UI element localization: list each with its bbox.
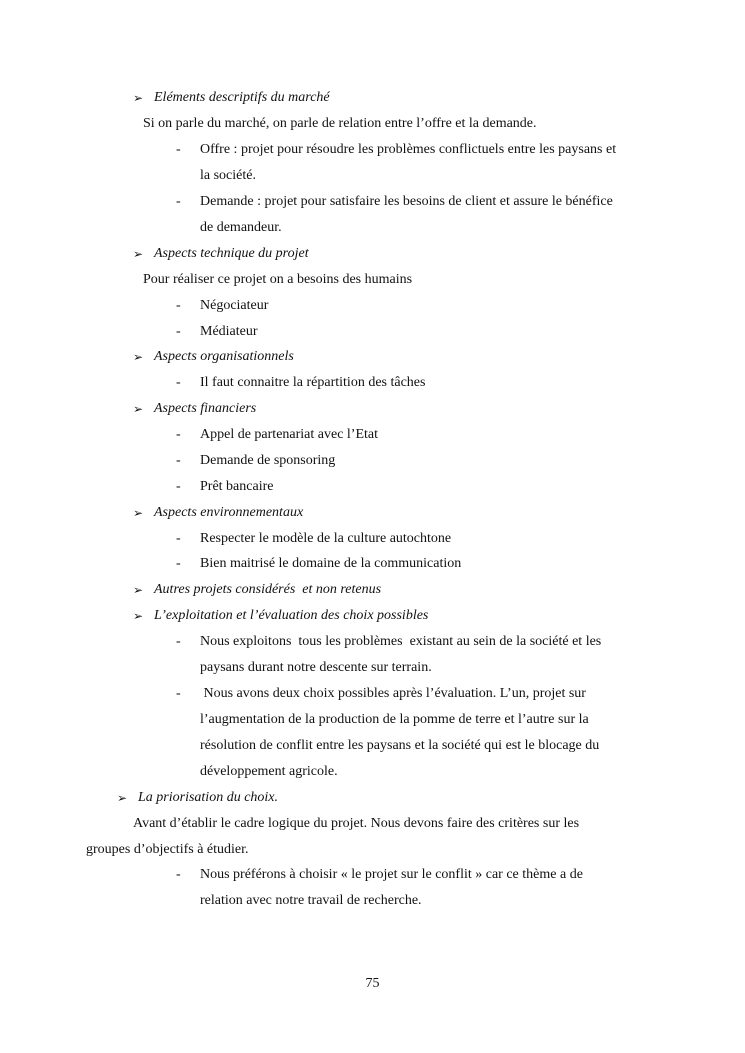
- paragraph: Avant d’établir le cadre logique du projet. Nous devons faire des critères sur les: [133, 816, 580, 831]
- section-heading: Aspects technique du projet: [154, 246, 309, 261]
- list-item: Il faut connaitre la répartition des tâches: [200, 375, 426, 390]
- list-dash: -: [176, 324, 181, 339]
- list-dash: -: [176, 479, 181, 494]
- list-item: Négociateur: [200, 298, 269, 313]
- list-item: Demande de sponsoring: [200, 453, 336, 468]
- list-dash: -: [176, 298, 181, 313]
- list-item-continuation: résolution de conflit entre les paysans et la société qui est le blocage du: [200, 738, 600, 753]
- list-item: Prêt bancaire: [200, 479, 274, 494]
- bullet-arrow-icon: ➢: [133, 506, 144, 520]
- section-heading: Aspects organisationnels: [154, 349, 294, 364]
- bullet-arrow-icon: ➢: [117, 791, 128, 805]
- list-item: Offre : projet pour résoudre les problèmes conflictuels entre les paysans et: [200, 142, 617, 157]
- list-item: Appel de partenariat avec l’Etat: [200, 427, 379, 442]
- bullet-arrow-icon: ➢: [133, 350, 144, 364]
- section-heading: Aspects environnementaux: [154, 505, 304, 520]
- list-item: Nous exploitons tous les problèmes existant au sein de la société et les: [200, 634, 602, 649]
- list-dash: -: [176, 556, 181, 571]
- list-item-continuation: développement agricole.: [200, 764, 338, 779]
- list-dash: -: [176, 453, 181, 468]
- section-intro: Pour réaliser ce projet on a besoins des humains: [143, 272, 413, 287]
- list-dash: -: [176, 427, 181, 442]
- section-heading: Aspects financiers: [154, 401, 257, 416]
- section-heading: Eléments descriptifs du marché: [154, 90, 330, 105]
- section-heading: La priorisation du choix.: [138, 790, 279, 805]
- list-item: Médiateur: [200, 324, 258, 339]
- list-item: Bien maitrisé le domaine de la communication: [200, 556, 462, 571]
- list-item-continuation: l’augmentation de la production de la pomme de terre et l’autre sur la: [200, 712, 589, 727]
- section-heading: Autres projets considérés et non retenus: [154, 582, 382, 597]
- list-dash: -: [176, 531, 181, 546]
- list-item-continuation: de demandeur.: [200, 220, 282, 235]
- bullet-arrow-icon: ➢: [133, 583, 144, 597]
- list-dash: -: [176, 634, 181, 649]
- list-item: Nous avons deux choix possibles après l’évaluation. L’un, projet sur: [200, 686, 586, 701]
- list-dash: -: [176, 194, 181, 209]
- list-dash: -: [176, 867, 181, 882]
- bullet-arrow-icon: ➢: [133, 402, 144, 416]
- page-number: 75: [365, 976, 380, 991]
- list-item-continuation: la société.: [200, 168, 256, 183]
- bullet-arrow-icon: ➢: [133, 247, 144, 261]
- list-dash: -: [176, 142, 181, 157]
- list-dash: -: [176, 375, 181, 390]
- bullet-arrow-icon: ➢: [133, 91, 144, 105]
- list-dash: -: [176, 686, 181, 701]
- list-item: Nous préférons à choisir « le projet sur le conflit » car ce thème a de: [200, 867, 583, 882]
- list-item: Respecter le modèle de la culture autochtone: [200, 531, 452, 546]
- paragraph-continuation: groupes d’objectifs à étudier.: [86, 842, 249, 857]
- list-item-continuation: paysans durant notre descente sur terrain.: [200, 660, 432, 675]
- list-item-continuation: relation avec notre travail de recherche.: [200, 893, 422, 908]
- list-item: Demande : projet pour satisfaire les besoins de client et assure le bénéfice: [200, 194, 613, 209]
- section-heading: L’exploitation et l’évaluation des choix possibles: [154, 608, 429, 623]
- section-intro: Si on parle du marché, on parle de relation entre l’offre et la demande.: [143, 116, 537, 131]
- bullet-arrow-icon: ➢: [133, 609, 144, 623]
